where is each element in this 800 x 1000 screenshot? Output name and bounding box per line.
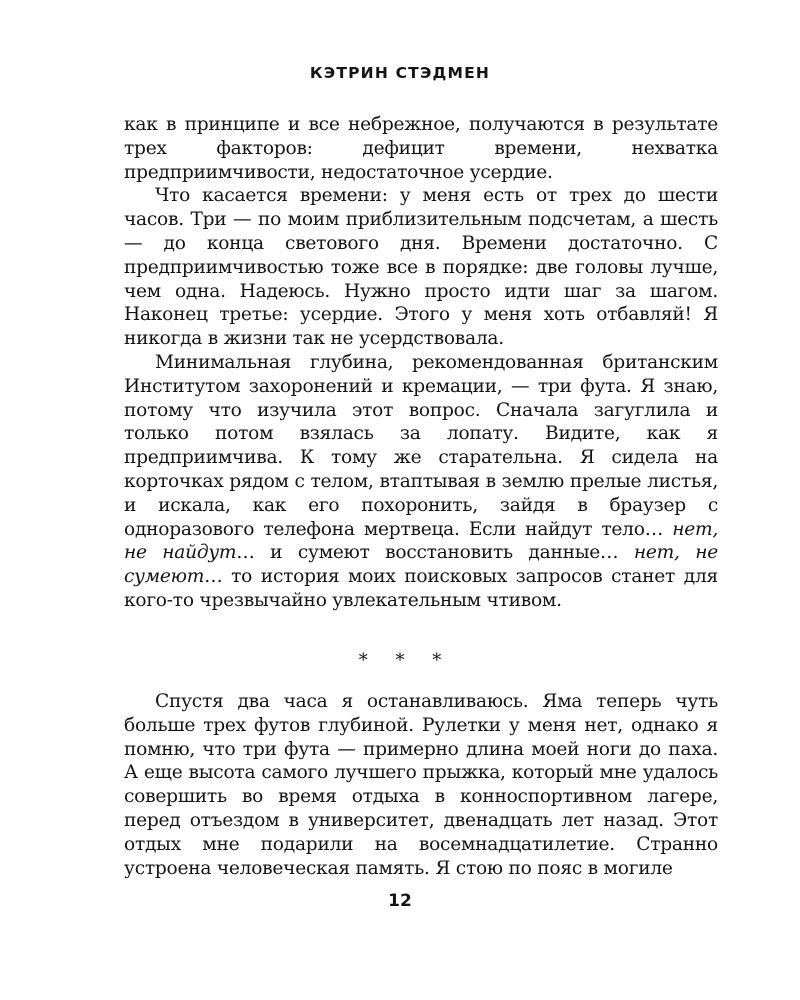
paragraph [124,690,718,880]
text-run: … то история моих поисковых запросов станет для кого-то чрезвычайно увлекательным чтивом. [124,566,718,611]
text-run: Минимальная глубина, рекомендованная британским Институтом захоронений и кремации, — три фута. Я знаю, потому что изучила этот вопрос. Сначала загуглила и только потом взялась за лопату. Видите, как я предприимчива. К тому же старательна. Я сидела на корточках рядом с телом, втаптывая в землю прелые листья, и искала, как его похоронить, зайдя в браузер с одноразового телефона мертвеца. Если найдут тело… [124,351,718,540]
paragraph [124,351,718,613]
page-number: 12 [388,891,412,911]
text-run: Что касается времени: у меня есть от трех до шести часов. Три — по моим приблизительным подсчетам, а шесть — до конца светового дня. Времени достаточно. С предприимчивостью тоже все в порядке: две головы лучше, чем одна. Надеюсь. Нужно просто идти шаг за шагом. Наконец третье: усердие. Этого у меня хоть отбавляй! Я никогда в жизни так не усердствовала. [124,185,718,350]
text-run: … и сумеют восстановить данные… [236,542,634,564]
italic-phrase: нет, не найдут [124,518,718,564]
text-run: как в принципе и все небрежное, получаются в результате трех факторов: дефицит времени, нехватка предприимчивости, недостаточное усердие. [124,114,718,183]
paragraph [124,113,718,184]
italic-phrase: нет, не сумеют [124,542,718,588]
running-head-author: КЭТРИН СТЭДМЕН [309,64,491,82]
text-block-before-break [124,113,718,613]
section-break: * * * [358,650,453,671]
text-block-after-break [124,690,718,880]
paragraph [124,184,718,351]
text-run: Спустя два часа я останавливаюсь. Яма теперь чуть больше трех футов глубиной. Рулетки у меня нет, однако я помню, что три фута — примерно длина моей ноги до паха. А еще высота самого лучшего прыжка, который мне удалось совершить во время отдыха в конноспортивном лагере, перед отъездом в университет, двенадцать лет назад. Этот отдых мне подарили на восемнадцатилетие. Странно устроена человеческая память. Я стою по пояс в могиле [124,691,718,879]
